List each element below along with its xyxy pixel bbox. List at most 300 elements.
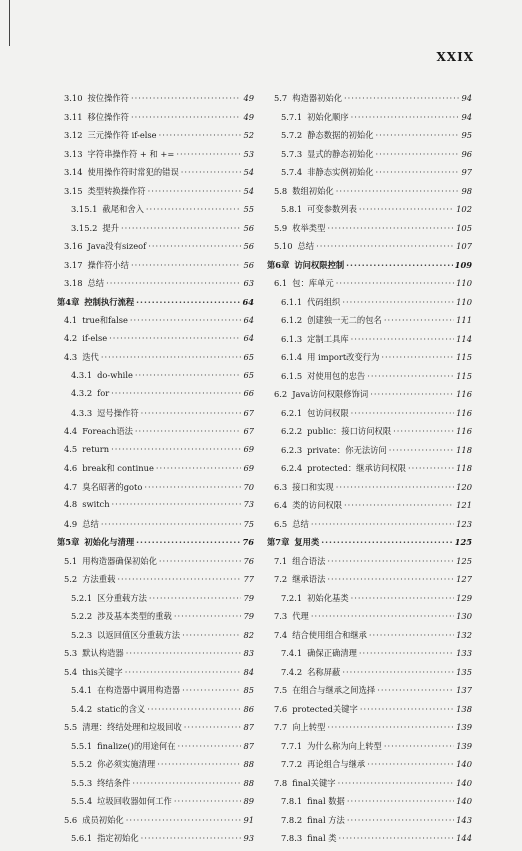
toc-entry-title: 三元操作符 if-else bbox=[87, 130, 157, 140]
dot-leader bbox=[389, 445, 454, 455]
dot-leader bbox=[336, 278, 454, 288]
toc-entry bbox=[267, 185, 472, 204]
toc-entry-page-number: 53 bbox=[243, 148, 254, 159]
toc-entry-page-number: 65 bbox=[243, 352, 254, 362]
toc-entry-page-number: 140 bbox=[456, 759, 472, 769]
dot-leader bbox=[148, 186, 242, 196]
dot-leader bbox=[367, 371, 454, 381]
toc-entry-page-number: 73 bbox=[243, 499, 254, 509]
toc-entry bbox=[57, 425, 254, 444]
toc-entry bbox=[57, 148, 254, 167]
toc-entry-number: 5.3 bbox=[64, 648, 78, 658]
toc-entry-title: Foreach语法 bbox=[82, 426, 133, 436]
toc-entry-title: 以返回值区分重载方法 bbox=[97, 629, 181, 640]
toc-entry-number: 4.3.2 bbox=[71, 388, 93, 398]
toc-entry-title: static的含义 bbox=[97, 703, 146, 714]
dot-leader bbox=[184, 722, 242, 732]
toc-entry-number: 6.5 bbox=[274, 518, 288, 529]
dot-leader bbox=[377, 685, 454, 695]
dot-leader bbox=[176, 149, 241, 159]
toc-entry-number: 5.7.1 bbox=[281, 111, 303, 122]
toc-entry-page-number: 67 bbox=[243, 407, 254, 418]
toc-entry-page-number: 107 bbox=[456, 241, 472, 251]
dot-leader bbox=[311, 519, 454, 529]
dot-leader bbox=[101, 352, 242, 362]
toc-entry-title: private：你无法访问 bbox=[307, 444, 387, 455]
toc-entry-number: 5.2.3 bbox=[71, 629, 93, 640]
dot-leader bbox=[101, 519, 242, 529]
toc-entry bbox=[57, 333, 254, 352]
toc-entry-number: 7.4.1 bbox=[281, 648, 303, 658]
dot-leader bbox=[126, 648, 242, 658]
toc-entry-number: 5.7.4 bbox=[281, 167, 303, 177]
dot-leader bbox=[157, 759, 241, 769]
toc-entry-page-number: 94 bbox=[461, 111, 472, 122]
toc-entry-number: 6.1.1 bbox=[281, 296, 303, 307]
toc-entry-page-number: 54 bbox=[243, 167, 254, 177]
toc-entry bbox=[57, 777, 254, 796]
dot-leader bbox=[149, 593, 242, 603]
dot-leader bbox=[156, 463, 242, 473]
toc-entry-title: final 数据 bbox=[307, 796, 345, 806]
toc-entry-page-number: 140 bbox=[456, 796, 472, 806]
toc-entry-title: 可变参数列表 bbox=[307, 204, 357, 214]
dot-leader bbox=[132, 778, 241, 788]
toc-entry-page-number: 144 bbox=[456, 833, 472, 843]
toc-entry-number: 7.4.2 bbox=[281, 666, 303, 677]
toc-entry-number: 7.1 bbox=[274, 555, 288, 566]
dot-leader bbox=[342, 667, 454, 677]
toc-entry-number: 5.1 bbox=[64, 555, 78, 566]
toc-entry-number: 5.6.1 bbox=[71, 833, 93, 843]
toc-entry-number: 5.8.1 bbox=[281, 204, 303, 214]
toc-entry bbox=[267, 647, 472, 666]
toc-entry-page-number: 139 bbox=[456, 740, 472, 751]
dot-leader bbox=[147, 704, 241, 714]
toc-entry-title: 臭名昭著的goto bbox=[82, 481, 143, 492]
toc-entry-number: 6.2.2 bbox=[281, 426, 303, 436]
toc-entry bbox=[57, 518, 254, 537]
toc-entry bbox=[267, 333, 472, 352]
toc-entry-number: 5.5 bbox=[64, 722, 78, 732]
dot-leader bbox=[178, 741, 242, 751]
toc-entry-title: switch bbox=[82, 499, 110, 509]
toc-entry-number: 5.6 bbox=[64, 814, 78, 825]
toc-entry-page-number: 77 bbox=[243, 574, 254, 584]
toc-entry bbox=[57, 92, 254, 111]
dot-leader bbox=[136, 537, 240, 547]
toc-entry-page-number: 118 bbox=[456, 444, 472, 455]
toc-entry-number: 3.11 bbox=[64, 111, 83, 122]
toc-entry-title: 操作符小结 bbox=[87, 259, 129, 270]
toc-entry-title: 用构造器确保初始化 bbox=[82, 555, 157, 566]
toc-entry-title: finalize()的用途何在 bbox=[97, 740, 176, 751]
dot-leader bbox=[126, 815, 242, 825]
dot-leader bbox=[408, 463, 454, 473]
toc-entry-page-number: 123 bbox=[456, 518, 472, 529]
toc-entry-number: 6.2.1 bbox=[281, 407, 303, 418]
toc-entry-number: 7.8.1 bbox=[281, 796, 303, 806]
dot-leader bbox=[131, 112, 241, 122]
toc-entry-page-number: 88 bbox=[243, 777, 254, 788]
toc-entry-title: 向上转型 bbox=[292, 722, 326, 732]
toc-entry bbox=[267, 296, 472, 315]
toc-entry-page-number: 137 bbox=[456, 685, 472, 695]
toc-entry-number: 5.7.2 bbox=[281, 130, 303, 140]
toc-entry-page-number: 133 bbox=[456, 648, 472, 658]
toc-entry-title: do-while bbox=[97, 369, 133, 380]
toc-entry-page-number: 93 bbox=[243, 833, 254, 843]
toc-entry bbox=[267, 129, 472, 148]
toc-entry-page-number: 54 bbox=[243, 185, 254, 196]
toc-entry bbox=[267, 777, 472, 796]
dot-leader bbox=[181, 167, 242, 177]
toc-entry bbox=[267, 203, 472, 222]
toc-entry-title: break和 continue bbox=[82, 463, 154, 473]
toc-entry-page-number: 110 bbox=[456, 278, 472, 288]
dot-leader bbox=[351, 593, 455, 603]
toc-entry-title: true和false bbox=[82, 315, 128, 325]
toc-entry-page-number: 67 bbox=[243, 426, 254, 436]
toc-entry bbox=[267, 518, 472, 537]
toc-entry bbox=[57, 407, 254, 426]
toc-entry bbox=[267, 832, 472, 851]
toc-entry-number: 5.9 bbox=[274, 222, 288, 233]
toc-chapter-entry bbox=[267, 259, 472, 278]
toc-entry-number: 4.3.1 bbox=[71, 369, 93, 380]
dot-leader bbox=[125, 667, 242, 677]
dot-leader bbox=[135, 370, 242, 380]
toc-entry-title: 为什么称为向上转型 bbox=[307, 740, 382, 751]
toc-entry-page-number: 76 bbox=[243, 555, 254, 566]
toc-entry-page-number: 125 bbox=[454, 537, 472, 547]
toc-entry-number: 5.4.2 bbox=[71, 703, 93, 714]
toc-entry-number: 第5章 bbox=[57, 537, 80, 547]
toc-entry-page-number: 116 bbox=[456, 389, 472, 399]
toc-entry-title: 用 import改变行为 bbox=[307, 352, 380, 362]
toc-entry-title: 逗号操作符 bbox=[97, 407, 139, 418]
toc-entry bbox=[267, 499, 472, 518]
toc-entry bbox=[57, 499, 254, 518]
dot-leader bbox=[182, 685, 241, 695]
toc-entry-page-number: 84 bbox=[243, 666, 254, 677]
toc-entry bbox=[57, 240, 254, 259]
toc-entry-title: 总结 bbox=[292, 518, 309, 529]
toc-entry-title: 枚举类型 bbox=[292, 222, 326, 233]
toc-entry-page-number: 139 bbox=[456, 722, 472, 732]
toc-entry-page-number: 125 bbox=[456, 555, 472, 566]
toc-entry bbox=[267, 573, 472, 592]
toc-entry bbox=[57, 444, 254, 463]
toc-entry-title: 类的访问权限 bbox=[292, 500, 342, 510]
toc-entry-number: 6.1.5 bbox=[281, 370, 303, 381]
dot-leader bbox=[182, 630, 241, 640]
toc-entry-number: 6.1.2 bbox=[281, 315, 303, 325]
toc-entry-number: 6.2 bbox=[274, 389, 288, 399]
toc-entry-title: 使用操作符时常犯的错误 bbox=[87, 167, 179, 177]
toc-entry-page-number: 56 bbox=[243, 241, 254, 251]
toc-entry bbox=[57, 592, 254, 611]
toc-entry bbox=[267, 555, 472, 574]
toc-entry bbox=[267, 166, 472, 185]
dot-leader bbox=[130, 315, 242, 325]
dot-leader bbox=[327, 574, 454, 584]
toc-entry-page-number: 127 bbox=[456, 574, 472, 584]
toc-entry-page-number: 110 bbox=[456, 296, 472, 307]
toc-entry bbox=[267, 351, 472, 370]
dot-leader bbox=[351, 408, 455, 418]
toc-entry-title: 确保正确清理 bbox=[307, 648, 357, 658]
toc-entry-number: 4.3 bbox=[64, 352, 78, 362]
dot-leader bbox=[393, 426, 454, 436]
toc-entry-title: this关键字 bbox=[82, 666, 123, 677]
toc-entry bbox=[57, 203, 254, 222]
toc-entry-page-number: 52 bbox=[243, 130, 254, 140]
toc-entry-title: 总结 bbox=[297, 241, 315, 251]
toc-entry-number: 5.10 bbox=[274, 241, 293, 251]
toc-entry-title: final 类 bbox=[307, 833, 337, 843]
toc-entry-number: 3.14 bbox=[64, 167, 83, 177]
toc-entry-number: 4.7 bbox=[64, 481, 78, 492]
toc-entry bbox=[267, 740, 472, 759]
toc-entry-page-number: 115 bbox=[456, 352, 472, 362]
dot-leader bbox=[339, 833, 455, 843]
toc-entry bbox=[267, 277, 472, 296]
toc-entry-number: 6.2.3 bbox=[281, 444, 303, 455]
toc-entry-page-number: 114 bbox=[456, 333, 472, 344]
dot-leader bbox=[360, 704, 454, 714]
toc-entry-number: 5.5.1 bbox=[71, 740, 93, 751]
toc-entry-page-number: 49 bbox=[243, 111, 254, 122]
toc-entry-number: 3.15 bbox=[64, 185, 83, 196]
toc-entry-number: 5.7.3 bbox=[281, 148, 303, 159]
toc-entry bbox=[57, 314, 254, 333]
toc-entry-number: 7.7 bbox=[274, 722, 288, 732]
dot-leader bbox=[321, 537, 452, 547]
toc-entry-title: 显式的静态初始化 bbox=[307, 148, 374, 159]
toc-entry-number: 5.7 bbox=[274, 93, 288, 103]
toc-entry-number: 3.15.2 bbox=[71, 222, 98, 233]
dot-leader bbox=[336, 482, 454, 492]
toc-entry-page-number: 115 bbox=[456, 370, 472, 381]
toc-entry bbox=[57, 795, 254, 814]
dot-leader bbox=[338, 778, 455, 788]
toc-entry bbox=[57, 684, 254, 703]
toc-entry-page-number: 118 bbox=[456, 463, 472, 473]
toc-entry bbox=[57, 370, 254, 389]
toc-entry-number: 6.1.4 bbox=[281, 352, 303, 362]
toc-entry-number: 7.5 bbox=[274, 685, 288, 695]
dot-leader bbox=[342, 297, 454, 307]
toc-entry-title: 接口和实现 bbox=[292, 481, 334, 492]
toc-entry-page-number: 70 bbox=[243, 481, 254, 492]
toc-entry bbox=[267, 425, 472, 444]
toc-entry bbox=[57, 814, 254, 833]
dot-leader bbox=[109, 333, 241, 343]
toc-entry-number: 5.5.4 bbox=[71, 796, 93, 806]
toc-entry-page-number: 56 bbox=[243, 259, 254, 270]
toc-entry-number: 5.2.2 bbox=[71, 611, 93, 621]
toc-entry bbox=[57, 629, 254, 648]
toc-entry bbox=[267, 795, 472, 814]
toc-entry-title: 数组初始化 bbox=[292, 185, 334, 196]
toc-entry-title: 静态数据的初始化 bbox=[307, 130, 374, 140]
dot-leader bbox=[336, 186, 460, 196]
toc-entry-title: final关键字 bbox=[292, 777, 336, 788]
toc-entry bbox=[57, 462, 254, 481]
toc-entry-page-number: 64 bbox=[242, 296, 254, 307]
toc-entry-title: 涉及基本类型的重载 bbox=[97, 611, 172, 621]
toc-entry-title: 成员初始化 bbox=[82, 814, 124, 825]
toc-entry-page-number: 138 bbox=[456, 703, 472, 714]
toc-entry-page-number: 116 bbox=[456, 407, 472, 418]
toc-entry-title: 定制工具库 bbox=[307, 333, 349, 344]
toc-entry-number: 4.8 bbox=[64, 499, 78, 509]
dot-leader bbox=[174, 611, 242, 621]
toc-entry-title: 再论组合与继承 bbox=[307, 759, 366, 769]
toc-entry-title: 指定初始化 bbox=[97, 833, 139, 843]
dot-leader bbox=[327, 223, 454, 233]
dot-leader bbox=[174, 796, 242, 806]
toc-entry-title: 访问权限控制 bbox=[294, 259, 345, 270]
toc-entry bbox=[267, 388, 472, 407]
toc-entry-page-number: 89 bbox=[243, 796, 254, 806]
toc-entry bbox=[57, 740, 254, 759]
toc-entry-title: 截尾和舍入 bbox=[102, 204, 144, 214]
toc-entry bbox=[267, 721, 472, 740]
toc-entry bbox=[57, 610, 254, 629]
toc-entry-number: 4.2 bbox=[64, 332, 78, 343]
dot-leader bbox=[327, 556, 454, 566]
dot-leader bbox=[376, 167, 460, 177]
toc-entry-title: 包：库单元 bbox=[292, 278, 334, 288]
toc-entry-title: 复用类 bbox=[294, 537, 320, 547]
toc-entry-title: 按位操作符 bbox=[87, 93, 129, 103]
toc-entry-number: 7.2.1 bbox=[281, 592, 303, 603]
dot-leader bbox=[376, 130, 460, 140]
toc-entry-page-number: 102 bbox=[456, 204, 472, 214]
toc-entry-number: 7.4 bbox=[274, 629, 288, 640]
toc-entry-number: 7.2 bbox=[274, 574, 288, 584]
toc-chapter-entry bbox=[57, 536, 254, 555]
toc-entry-title: 初始化与清理 bbox=[84, 537, 135, 547]
toc-entry bbox=[57, 758, 254, 777]
page-binding-edge bbox=[9, 0, 10, 46]
toc-entry-number: 第7章 bbox=[267, 537, 290, 547]
toc-entry bbox=[57, 573, 254, 592]
dot-leader bbox=[327, 722, 454, 732]
toc-entry-number: 4.6 bbox=[64, 463, 78, 473]
toc-entry bbox=[57, 388, 254, 407]
dot-leader bbox=[346, 260, 453, 270]
toc-entry-title: 你必须实施清理 bbox=[97, 759, 156, 769]
dot-leader bbox=[359, 204, 454, 214]
toc-entry-page-number: 64 bbox=[243, 332, 254, 343]
toc-entry bbox=[267, 629, 472, 648]
toc-entry-title: 初始化顺序 bbox=[307, 111, 349, 122]
toc-entry-page-number: 87 bbox=[243, 722, 254, 732]
toc-entry-page-number: 49 bbox=[243, 93, 254, 103]
toc-entry-number: 5.5.2 bbox=[71, 759, 93, 769]
toc-entry-page-number: 96 bbox=[461, 148, 472, 159]
toc-entry-page-number: 76 bbox=[242, 537, 254, 547]
toc-entry bbox=[267, 758, 472, 777]
toc-entry bbox=[267, 407, 472, 426]
toc-chapter-entry bbox=[267, 536, 472, 555]
toc-entry bbox=[267, 314, 472, 333]
toc-entry-page-number: 69 bbox=[243, 463, 254, 473]
toc-entry bbox=[57, 555, 254, 574]
toc-entry bbox=[57, 647, 254, 666]
dot-leader bbox=[359, 648, 454, 658]
toc-entry-page-number: 111 bbox=[456, 315, 472, 325]
toc-entry-number: 7.7.2 bbox=[281, 759, 303, 769]
dot-leader bbox=[159, 130, 242, 140]
toc-entry-page-number: 98 bbox=[461, 185, 472, 196]
toc-entry-page-number: 95 bbox=[461, 130, 472, 140]
toc-entry bbox=[57, 111, 254, 130]
toc-entry bbox=[57, 703, 254, 722]
toc-entry-number: 第4章 bbox=[57, 296, 80, 307]
toc-entry-number: 3.18 bbox=[64, 278, 83, 288]
toc-entry-number: 3.15.1 bbox=[71, 204, 98, 214]
toc-entry-number: 4.1 bbox=[64, 315, 78, 325]
toc-entry-number: 7.8.3 bbox=[281, 833, 303, 843]
toc-entry-title: 初始化基类 bbox=[307, 592, 349, 603]
toc-entry-title: protected关键字 bbox=[292, 703, 358, 714]
toc-chapter-entry bbox=[57, 296, 254, 315]
toc-entry-title: 迭代 bbox=[82, 352, 99, 362]
toc-entry-number: 6.3 bbox=[274, 481, 288, 492]
toc-entry-page-number: 132 bbox=[456, 629, 472, 640]
toc-entry-page-number: 85 bbox=[243, 685, 254, 695]
toc-entry bbox=[267, 462, 472, 481]
toc-entry bbox=[267, 222, 472, 241]
toc-entry-page-number: 130 bbox=[456, 611, 472, 621]
toc-entry-title: Java访问权限修饰词 bbox=[292, 389, 369, 399]
toc-entry-number: 4.3.3 bbox=[71, 407, 93, 418]
dot-leader bbox=[369, 630, 454, 640]
toc-entry-title: 类型转换操作符 bbox=[87, 185, 146, 196]
dot-leader bbox=[146, 204, 242, 214]
toc-entry-title: 方法重载 bbox=[82, 574, 116, 584]
toc-entry-number: 6.4 bbox=[274, 500, 288, 510]
toc-entry bbox=[267, 148, 472, 167]
toc-entry bbox=[267, 92, 472, 111]
toc-entry-title: 总结 bbox=[82, 518, 99, 529]
toc-entry bbox=[267, 666, 472, 685]
toc-entry bbox=[267, 814, 472, 833]
toc-entry-number: 5.8 bbox=[274, 185, 288, 196]
toc-entry-page-number: 79 bbox=[243, 592, 254, 603]
toc-entry-number: 3.10 bbox=[64, 93, 83, 103]
toc-entry-number: 7.7.1 bbox=[281, 740, 303, 751]
toc-entry bbox=[57, 277, 254, 296]
toc-entry-title: 清理：终结处理和垃圾回收 bbox=[82, 722, 182, 732]
toc-column-right bbox=[267, 92, 472, 851]
toc-entry bbox=[57, 259, 254, 278]
toc-entry-number: 5.4 bbox=[64, 666, 78, 677]
toc-entry-page-number: 79 bbox=[243, 611, 254, 621]
toc-entry-title: 在组合与继承之间选择 bbox=[292, 685, 376, 695]
dot-leader bbox=[311, 611, 454, 621]
toc-entry-page-number: 63 bbox=[243, 278, 254, 288]
dot-leader bbox=[112, 499, 242, 509]
toc-entry-title: 组合语法 bbox=[292, 555, 326, 566]
toc-entry-page-number: 64 bbox=[243, 315, 254, 325]
toc-entry-page-number: 82 bbox=[243, 629, 254, 640]
toc-entry-title: 移位操作符 bbox=[87, 111, 129, 122]
